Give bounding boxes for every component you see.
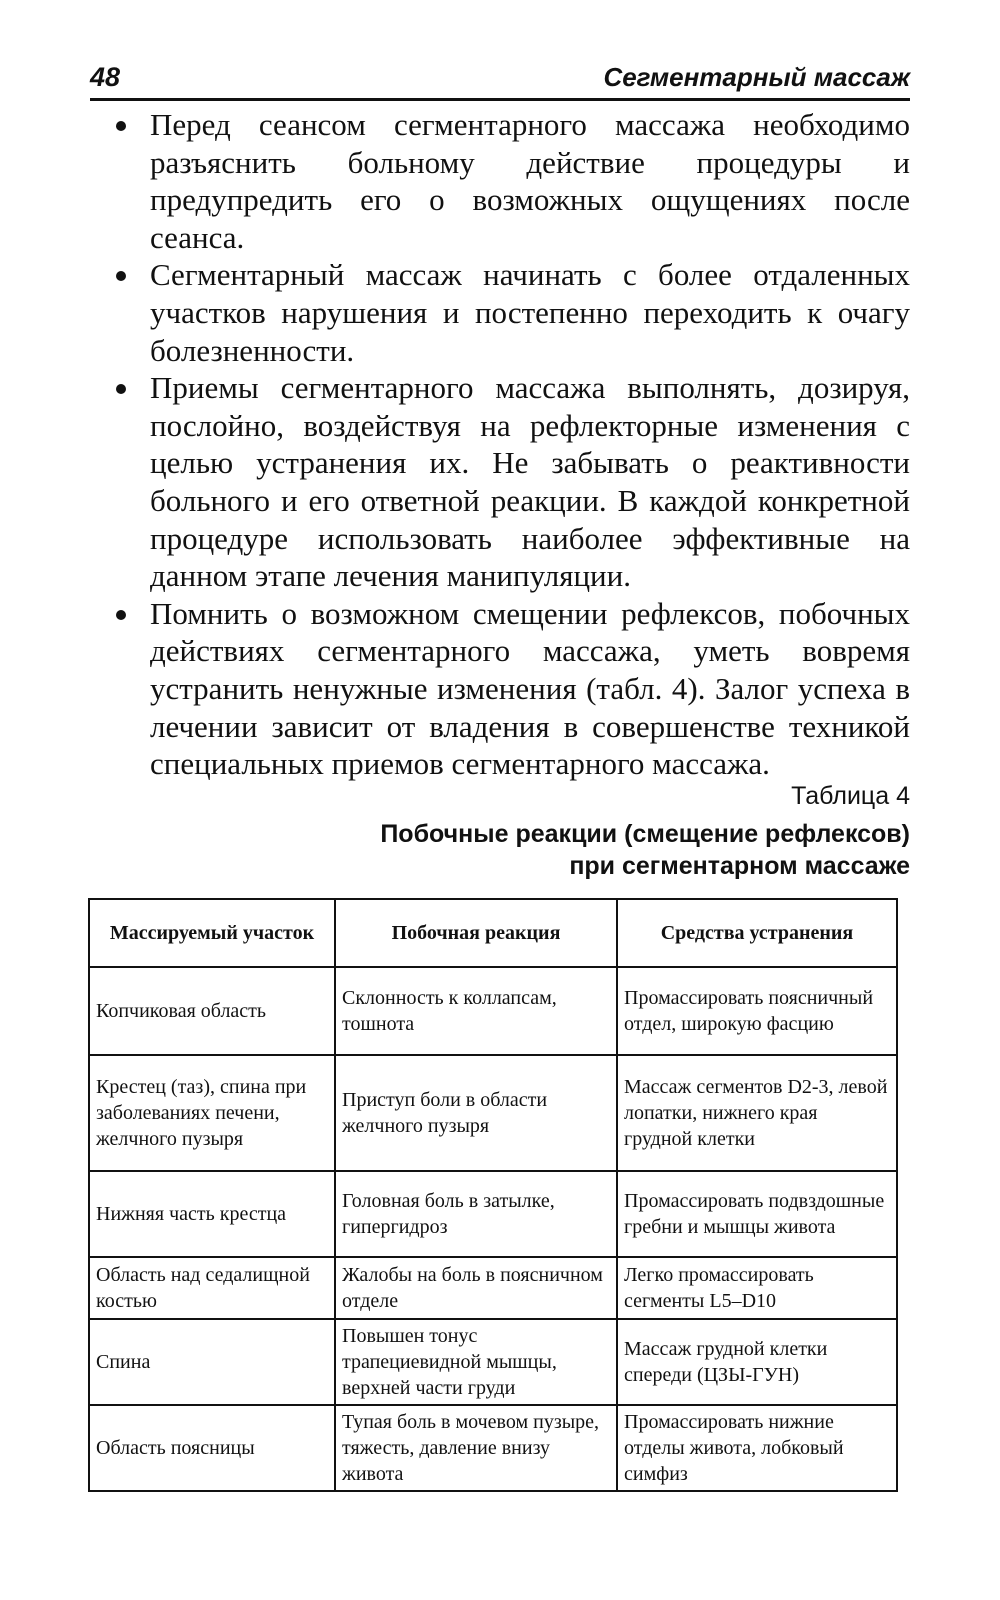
- table-number: Таблица 4: [791, 782, 910, 810]
- table-row: [89, 967, 897, 1055]
- recommendations-list: [110, 106, 910, 783]
- list-item-text: Приемы сегментарного массажа выполнять, дозируя, послойно, воздействуя на рефлекторные изменения с целью устранения их. Не забывать о реактивности больного и его ответной реакции. В каждой конкретной процедуре использовать наиболее эффективные на данном этапе лечения манипуляции.: [150, 370, 910, 594]
- side-effects-table: [88, 898, 898, 1492]
- bullet-icon: [116, 384, 126, 394]
- table-row: [89, 1171, 897, 1257]
- cell-reaction: Склонность к коллапсам, тошнота: [335, 967, 617, 1055]
- cell-reaction: Жалобы на боль в поясничном отделе: [335, 1257, 617, 1319]
- table-row: [89, 1319, 897, 1405]
- list-item: [110, 595, 910, 783]
- list-item-text: Сегментарный массаж начинать с более отдаленных участков нарушения и постепенно переходить к очагу болезненности.: [150, 257, 910, 368]
- list-item: [110, 369, 910, 595]
- cell-reaction: Тупая боль в мочевом пузыре, тяжесть, давление внизу живота: [335, 1405, 617, 1491]
- column-header-reaction: Побочная реакция: [335, 899, 617, 967]
- cell-remedy: Массаж сегментов D2-3, левой лопатки, нижнего края грудной клетки: [617, 1055, 897, 1171]
- running-header: [90, 58, 910, 101]
- cell-reaction: Повышен тонус трапециевидной мышцы, верхней части груди: [335, 1319, 617, 1405]
- cell-remedy: Легко промассировать сегменты L5–D10: [617, 1257, 897, 1319]
- table-title-line: при сегментарном массаже: [569, 852, 910, 880]
- list-item: [110, 106, 910, 256]
- cell-reaction: Приступ боли в области желчного пузыря: [335, 1055, 617, 1171]
- table-row: [89, 1405, 897, 1491]
- table-title-line: Побочные реакции (смещение рефлексов): [380, 820, 910, 848]
- table-row: [89, 1055, 897, 1171]
- cell-area: Область поясницы: [89, 1405, 335, 1491]
- table-header-row: [89, 899, 897, 967]
- column-header-area: Массируемый участок: [89, 899, 335, 967]
- bullet-icon: [116, 121, 126, 131]
- cell-remedy: Промассировать поясничный отдел, широкую фасцию: [617, 967, 897, 1055]
- list-item-text: Помнить о возможном смещении рефлексов, побочных действиях сегментарного массажа, уметь вовремя устранить ненужные изменения (табл. 4). Залог успеха в лечении зависит от владения в совершенстве техникой специальных приемов сегментарного массажа.: [150, 595, 910, 782]
- bullet-icon: [116, 610, 126, 620]
- cell-area: Спина: [89, 1319, 335, 1405]
- bullet-icon: [116, 271, 126, 281]
- table-title: [210, 818, 910, 882]
- running-title: Сегментарный массаж: [593, 62, 910, 93]
- cell-remedy: Массаж грудной клетки спереди (ЦЗЫ-ГУН): [617, 1319, 897, 1405]
- column-header-remedy: Средства устранения: [617, 899, 897, 967]
- cell-area: Крестец (таз), спина при заболеваниях печени, желчного пузыря: [89, 1055, 335, 1171]
- cell-area: Область над седалищной костью: [89, 1257, 335, 1319]
- table-row: [89, 1257, 897, 1319]
- page-number: 48: [90, 62, 134, 93]
- list-item: [110, 256, 910, 369]
- cell-reaction: Головная боль в затылке, гипергидроз: [335, 1171, 617, 1257]
- cell-area: Копчиковая область: [89, 967, 335, 1055]
- cell-remedy: Промассировать подвздошные гребни и мышцы живота: [617, 1171, 897, 1257]
- list-item-text: Перед сеансом сегментарного массажа необходимо разъяснить больному действие процедуры и предупредить его о возможных ощущениях после сеанса.: [150, 107, 910, 255]
- cell-remedy: Промассировать нижние отделы живота, лобковый симфиз: [617, 1405, 897, 1491]
- cell-area: Нижняя часть крестца: [89, 1171, 335, 1257]
